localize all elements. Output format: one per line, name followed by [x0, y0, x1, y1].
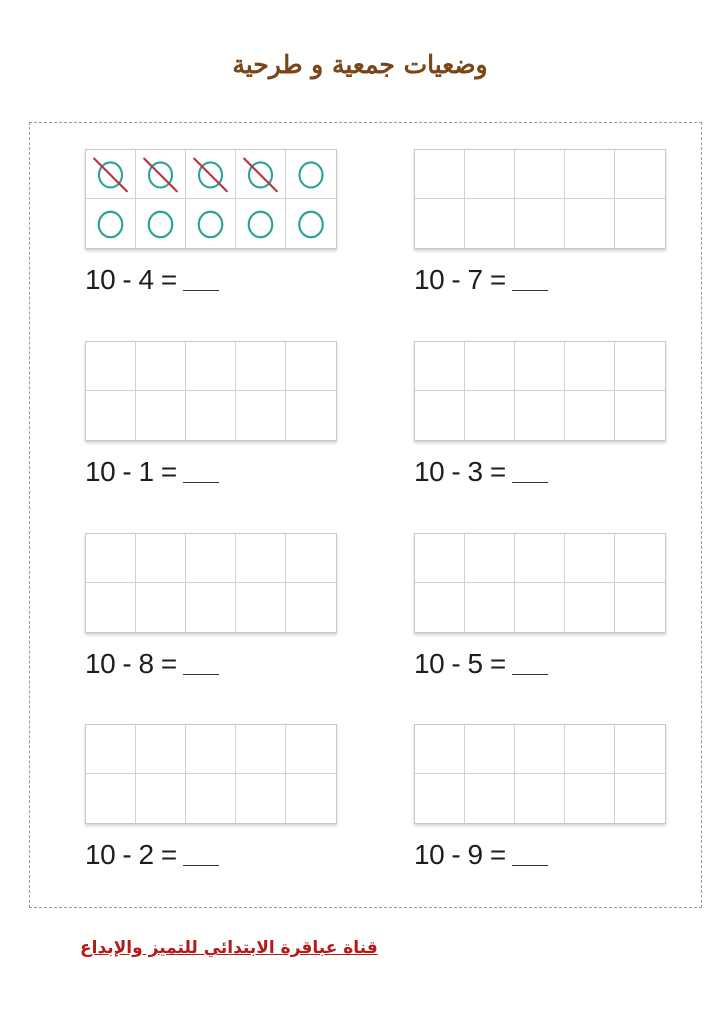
ten-frame-cell [236, 583, 286, 632]
ten-frame-cell [465, 391, 515, 440]
problem-6 [414, 533, 669, 693]
counter-icon [86, 150, 135, 198]
counter-circle [199, 212, 223, 237]
equation-text: 10 - 3 = [414, 456, 506, 487]
ten-frame-cell [136, 150, 186, 199]
counter-circle [299, 162, 322, 187]
ten-frame-cell [286, 199, 336, 248]
ten-frame-cell [236, 150, 286, 199]
ten-frame-cell [86, 199, 136, 248]
ten-frame-cell [465, 199, 515, 248]
ten-frame-cell [136, 774, 186, 823]
answer-blank[interactable] [512, 290, 548, 291]
answer-blank[interactable] [512, 674, 548, 675]
ten-frame-cell [186, 342, 236, 391]
ten-frame-cell [86, 342, 136, 391]
ten-frame-cell [136, 342, 186, 391]
counter-circle [149, 212, 173, 237]
ten-frame-cell [236, 534, 286, 583]
ten-frame-cell [415, 534, 465, 583]
ten-frame-cell [615, 391, 665, 440]
ten-frame-cell [86, 150, 136, 199]
ten-frame-cell [236, 391, 286, 440]
ten-frame-cell [415, 342, 465, 391]
ten-frame-cell [415, 725, 465, 774]
equation [85, 456, 219, 488]
ten-frame-cell [515, 391, 565, 440]
ten-frame-cell [515, 534, 565, 583]
ten-frame-cell [136, 534, 186, 583]
ten-frame-cell [136, 391, 186, 440]
ten-frame-cell [236, 342, 286, 391]
problem-7 [85, 724, 340, 884]
ten-frame [414, 724, 666, 824]
equation-text: 10 - 1 = [85, 456, 177, 487]
ten-frame-cell [565, 774, 615, 823]
ten-frame [85, 533, 337, 633]
counter-icon [136, 150, 185, 198]
worksheet-title: وضعيات جمعية و طرحية [232, 50, 488, 79]
ten-frame-cell [286, 534, 336, 583]
ten-frame-cell [615, 199, 665, 248]
ten-frame-cell [236, 774, 286, 823]
equation-text: 10 - 4 = [85, 264, 177, 295]
equation-text: 10 - 9 = [414, 839, 506, 870]
ten-frame-cell [565, 725, 615, 774]
ten-frame-cell [186, 534, 236, 583]
ten-frame-cell [515, 342, 565, 391]
ten-frame-cell [286, 725, 336, 774]
ten-frame-cell [186, 583, 236, 632]
ten-frame-cell [615, 774, 665, 823]
ten-frame-cell [86, 583, 136, 632]
problem-5 [85, 533, 340, 693]
ten-frame-cell [565, 583, 615, 632]
ten-frame-cell [415, 199, 465, 248]
counter-icon [186, 199, 235, 248]
ten-frame-cell [565, 150, 615, 199]
equation [414, 456, 548, 488]
answer-blank[interactable] [512, 865, 548, 866]
answer-blank[interactable] [183, 290, 219, 291]
ten-frame [414, 149, 666, 249]
ten-frame-cell [465, 342, 515, 391]
worksheet-frame [29, 122, 702, 908]
ten-frame-cell [565, 342, 615, 391]
ten-frame-cell [136, 583, 186, 632]
ten-frame [85, 724, 337, 824]
counter-icon [86, 199, 135, 248]
ten-frame-cell [186, 150, 236, 199]
ten-frame-cell [86, 534, 136, 583]
ten-frame-cell [286, 774, 336, 823]
ten-frame-cell [515, 150, 565, 199]
ten-frame-cell [465, 725, 515, 774]
equation [85, 264, 219, 296]
equation [85, 839, 219, 871]
equation-text: 10 - 8 = [85, 648, 177, 679]
counter-circle [249, 212, 273, 237]
ten-frame-cell [615, 583, 665, 632]
counter-icon [136, 199, 185, 248]
equation-text: 10 - 7 = [414, 264, 506, 295]
answer-blank[interactable] [183, 865, 219, 866]
problem-8 [414, 724, 669, 884]
ten-frame-cell [615, 534, 665, 583]
counter-icon [186, 150, 235, 198]
equation [414, 648, 548, 680]
counter-circle [99, 212, 123, 237]
ten-frame-cell [565, 391, 615, 440]
ten-frame-cell [465, 534, 515, 583]
counter-icon [286, 199, 336, 248]
ten-frame-cell [465, 583, 515, 632]
ten-frame-cell [565, 534, 615, 583]
ten-frame-cell [515, 774, 565, 823]
ten-frame [85, 341, 337, 441]
counter-icon [236, 199, 285, 248]
ten-frame-cell [236, 725, 286, 774]
equation [414, 264, 548, 296]
counter-circle [299, 212, 323, 237]
ten-frame-cell [186, 199, 236, 248]
channel-credit: قناة عباقرة الابتدائي للتميز والإبداع [80, 938, 378, 958]
answer-blank[interactable] [512, 482, 548, 483]
ten-frame-cell [186, 391, 236, 440]
ten-frame-cell [415, 774, 465, 823]
problem-1 [85, 149, 340, 309]
equation-text: 10 - 5 = [414, 648, 506, 679]
ten-frame-cell [186, 725, 236, 774]
ten-frame-cell [286, 391, 336, 440]
problem-3 [85, 341, 340, 501]
ten-frame-cell [236, 199, 286, 248]
answer-blank[interactable] [183, 674, 219, 675]
counter-icon [286, 150, 336, 198]
ten-frame-cell [465, 774, 515, 823]
problem-4 [414, 341, 669, 501]
ten-frame-cell [415, 583, 465, 632]
ten-frame-cell [136, 199, 186, 248]
ten-frame-cell [136, 725, 186, 774]
ten-frame-cell [615, 150, 665, 199]
ten-frame-cell [415, 150, 465, 199]
ten-frame [414, 533, 666, 633]
ten-frame-cell [86, 774, 136, 823]
ten-frame [85, 149, 337, 249]
ten-frame-cell [515, 583, 565, 632]
ten-frame-cell [465, 150, 515, 199]
ten-frame-cell [286, 150, 336, 199]
equation [414, 839, 548, 871]
counter-icon [236, 150, 285, 198]
equation [85, 648, 219, 680]
ten-frame-cell [86, 725, 136, 774]
ten-frame-cell [565, 199, 615, 248]
answer-blank[interactable] [183, 482, 219, 483]
ten-frame-cell [515, 725, 565, 774]
equation-text: 10 - 2 = [85, 839, 177, 870]
ten-frame-cell [515, 199, 565, 248]
ten-frame-cell [286, 342, 336, 391]
ten-frame-cell [415, 391, 465, 440]
problem-2 [414, 149, 669, 309]
ten-frame-cell [286, 583, 336, 632]
ten-frame-cell [615, 725, 665, 774]
ten-frame-cell [615, 342, 665, 391]
ten-frame [414, 341, 666, 441]
ten-frame-cell [86, 391, 136, 440]
ten-frame-cell [186, 774, 236, 823]
